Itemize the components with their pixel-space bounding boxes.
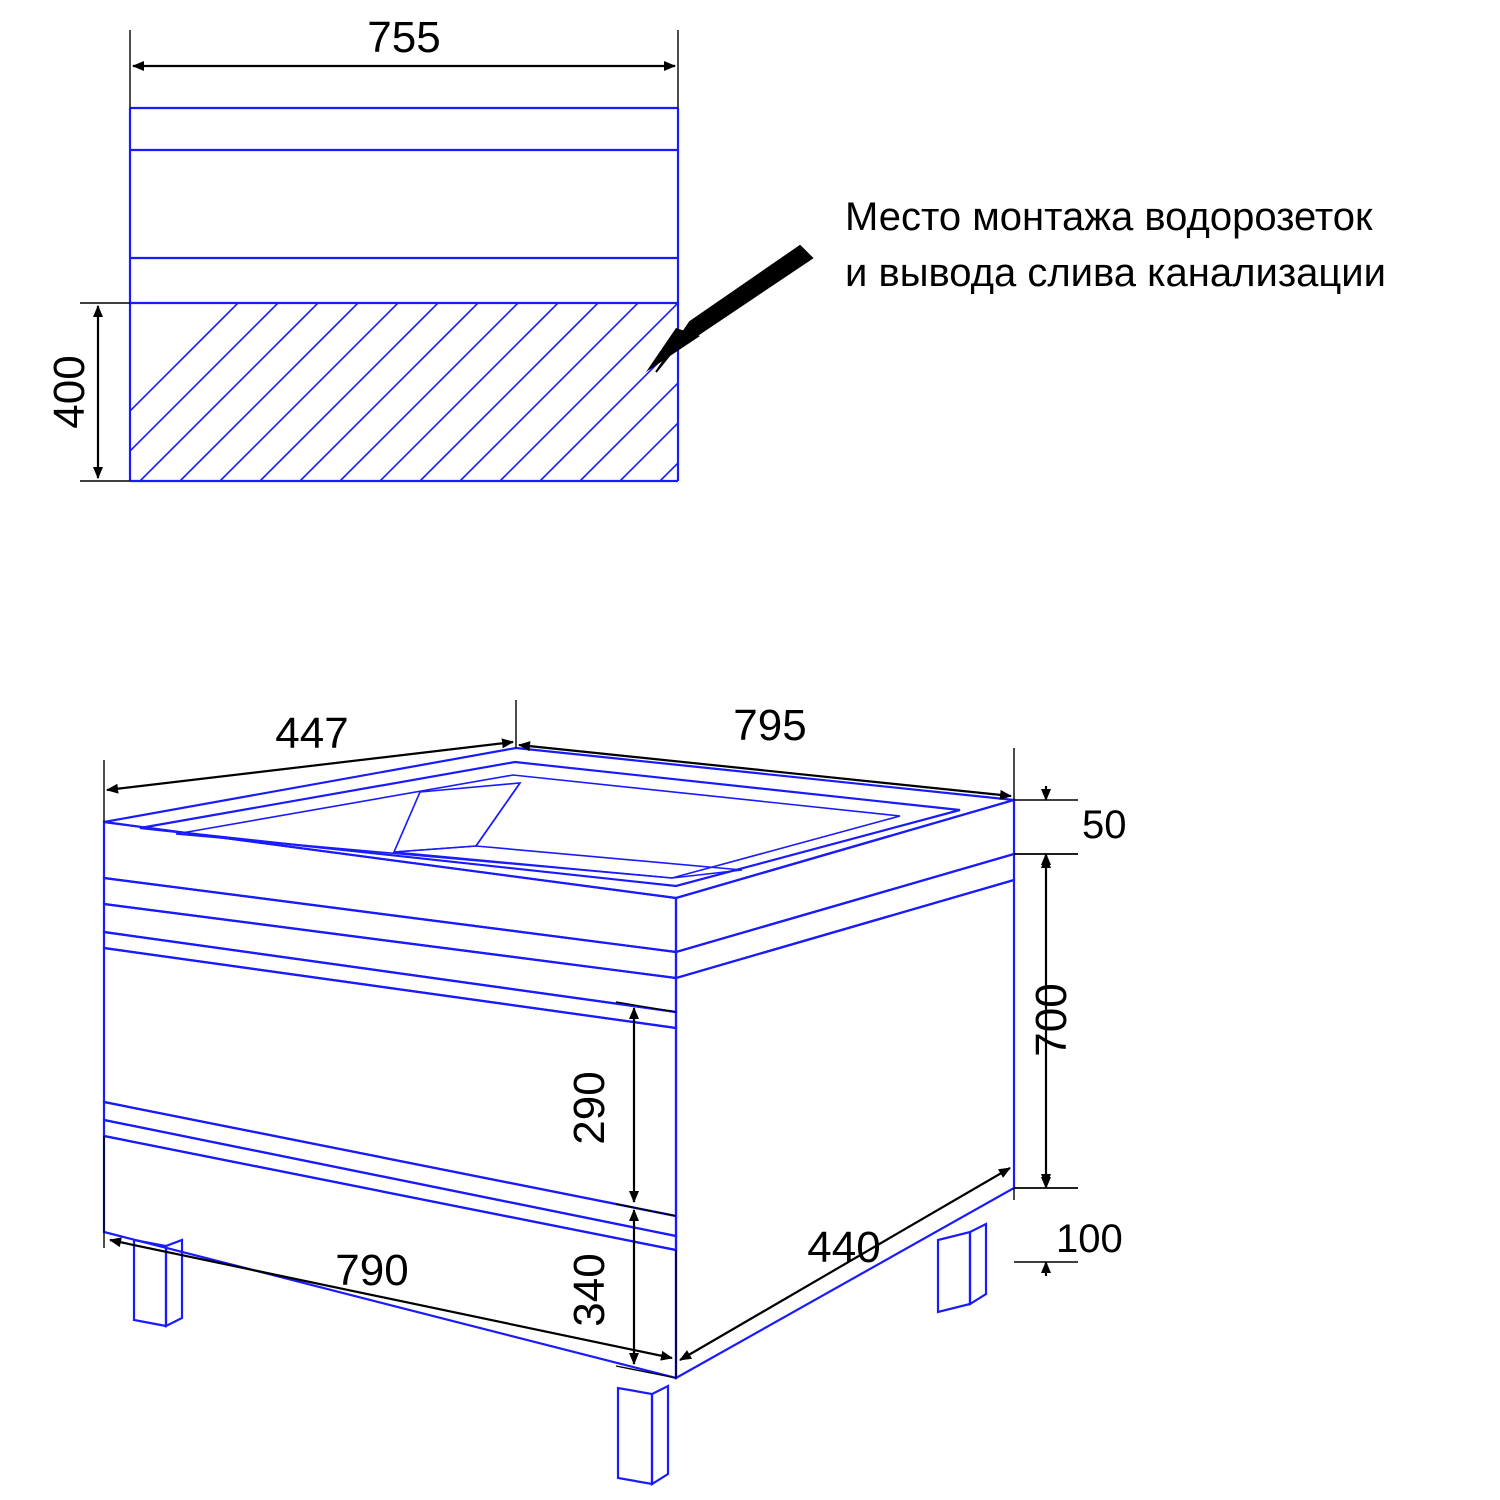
dim-700 [1014,854,1078,1188]
dim-label-290: 290 [565,1071,614,1145]
install-zone-hatch [60,303,838,481]
dim-label-50: 50 [1082,803,1127,847]
dim-447 [104,700,516,822]
dim-label-400: 400 [45,355,94,429]
dim-795 [519,701,1014,800]
dim-755 [130,13,678,108]
dim-440 [680,1168,1014,1360]
installation-note [845,195,1386,295]
note-line-1: Место монтажа водорозеток [845,195,1373,239]
dim-50 [1014,786,1127,868]
dim-290 [565,1002,676,1216]
isometric-view [104,700,1127,1484]
dim-label-795: 795 [733,701,807,750]
dim-400 [45,303,130,481]
dim-label-447: 447 [275,709,349,758]
dim-label-700: 700 [1027,983,1076,1057]
dim-label-440: 440 [807,1223,881,1272]
dim-label-755: 755 [367,13,441,62]
note-line-2: и вывода слива канализации [845,251,1386,295]
dim-label-790: 790 [335,1246,409,1295]
elevation-view [45,13,838,481]
cabinet-right-side [676,880,1014,1378]
dim-label-340: 340 [565,1253,614,1327]
drawer-upper [104,904,676,1216]
dim-100 [1014,1174,1123,1276]
dim-label-100: 100 [1056,1217,1123,1261]
